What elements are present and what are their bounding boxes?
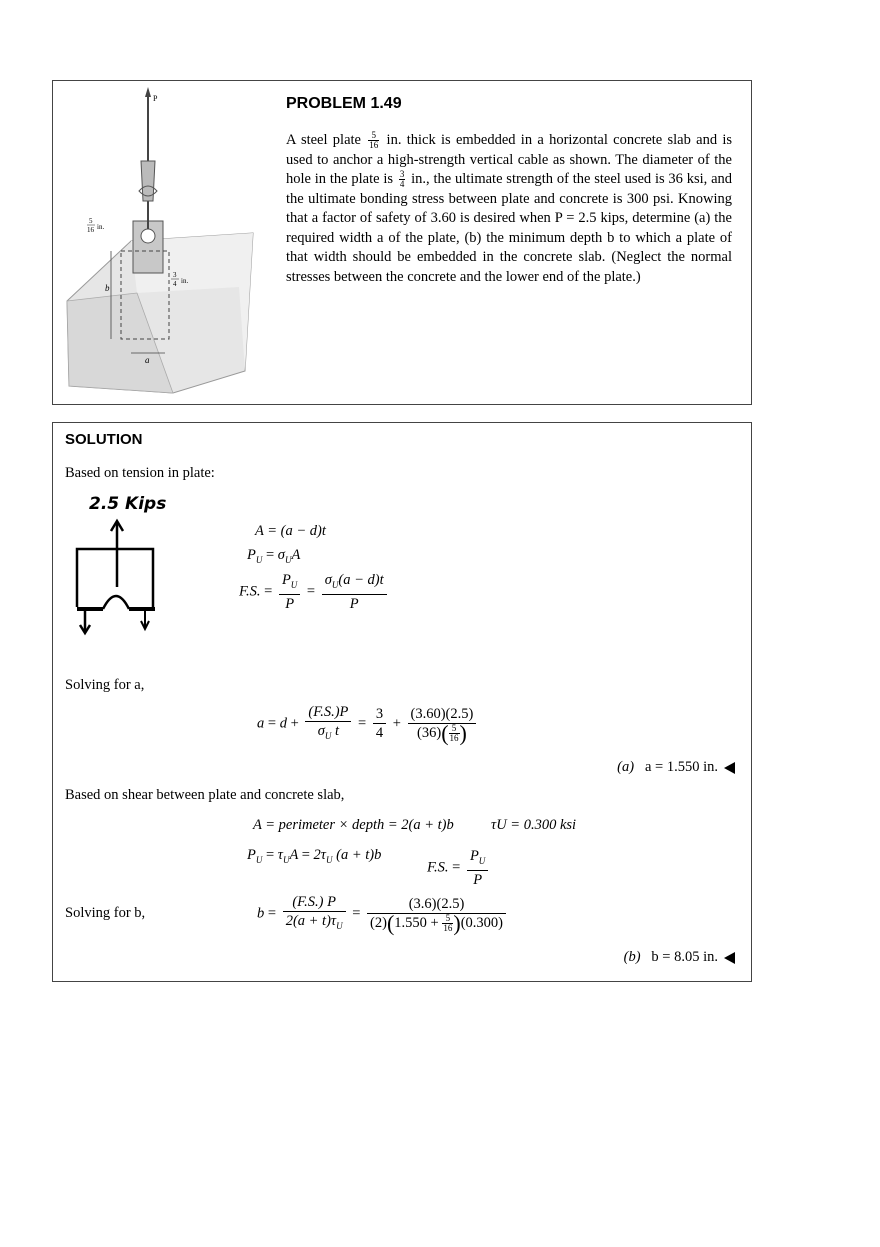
figure-depth-label: b bbox=[105, 283, 110, 293]
figure-load-label: P bbox=[153, 94, 158, 103]
figure-hole-den: 4 bbox=[173, 280, 177, 288]
figure-thickness-num: 5 bbox=[89, 217, 93, 225]
shear-intro: Based on shear between plate and concrete slab, bbox=[65, 787, 345, 803]
thickness-fraction: $\frac{5}{16}$ bbox=[369, 130, 379, 151]
solution-title: SOLUTION bbox=[65, 431, 143, 448]
answer-b bbox=[624, 949, 735, 966]
equation-perimeter: A = perimeter × depth = 2(a + t)b bbox=[253, 817, 454, 833]
sketch-label: 2.5 Kips bbox=[89, 494, 167, 514]
tension-sketch bbox=[67, 487, 177, 637]
figure-width-label: a bbox=[145, 355, 150, 365]
answer-a bbox=[617, 759, 735, 776]
figure-thickness-unit: in. bbox=[97, 223, 105, 231]
figure-hole-unit: in. bbox=[181, 277, 189, 285]
solving-b-label: Solving for b, bbox=[65, 905, 146, 921]
problem-figure bbox=[53, 81, 273, 401]
equation-fs-shear: F.S. = $\frac{P_U}{P}$ bbox=[427, 847, 491, 889]
answer-a-label: (a) bbox=[617, 759, 635, 775]
problem-statement bbox=[286, 131, 732, 287]
problem-text-part-3: in., the ultimate strength of the steel used is 36 ksi, and the ultimate bonding stress between plate and concrete is 300 psi. Knowing that a factor of safety of 3.60 is desired when P = 2.5 kips, determine (a) the required width a of the plate, (b) the minimum depth b to which a plate of that width should be embedded in the concrete slab. (Neglect the normal stresses between the concrete and the lower end of the plate.) bbox=[286, 171, 733, 285]
answer-marker-icon bbox=[724, 762, 735, 774]
equation-area: A = (a − d)t bbox=[255, 523, 326, 539]
problem-text-part-2: in. thick is embedded in a horizontal concrete slab and is used to anchor a high-strength vertical cable as shown. The diameter of the hole in the plate is bbox=[286, 132, 733, 187]
solution-box bbox=[52, 422, 752, 982]
equation-tau: τU = 0.300 ksi bbox=[491, 817, 577, 833]
hole-fraction: $\frac{3}{4}$ bbox=[399, 169, 405, 190]
equation-solve-b: b = $\frac{(F.S.) P}{2(a + t)\tau_U}$ = (3.6)(2.5) (2)(1.550 + $\frac{5}{16}$ )(0.300) bbox=[257, 893, 509, 935]
problem-box bbox=[52, 80, 752, 405]
solving-a-label: Solving for a, bbox=[65, 677, 145, 693]
problem-text-part-1: A steel plate bbox=[286, 132, 361, 148]
equation-pu: $P_U = \sigma_UA$ bbox=[247, 547, 301, 565]
tension-intro: Based on tension in plate: bbox=[65, 465, 215, 481]
answer-b-label: (b) bbox=[623, 949, 641, 965]
equation-solve-a: a = d + $\frac{(F.S.)P}{\sigma_U t}$ = $\frac{3}{4}$ + (3.60)(2.5) (36)( $\frac{5}{16}$ ) bbox=[257, 703, 479, 745]
figure-thickness-den: 16 bbox=[87, 226, 94, 234]
equation-fs: F.S. = $\frac{P_U}{P}$ = $\frac{\sigma_U(a - d)t}{P}$ bbox=[239, 571, 390, 613]
figure-hole-num: 3 bbox=[173, 271, 177, 279]
answer-a-value: a = 1.550 in. bbox=[644, 759, 718, 775]
answer-marker-icon bbox=[724, 952, 735, 964]
problem-title: PROBLEM 1.49 bbox=[286, 95, 402, 112]
equation-pu-shear: $P_U = \tau_UA = 2\tau_U$ (a + t)b bbox=[247, 847, 382, 865]
answer-b-value: b = 8.05 in. bbox=[651, 949, 718, 965]
